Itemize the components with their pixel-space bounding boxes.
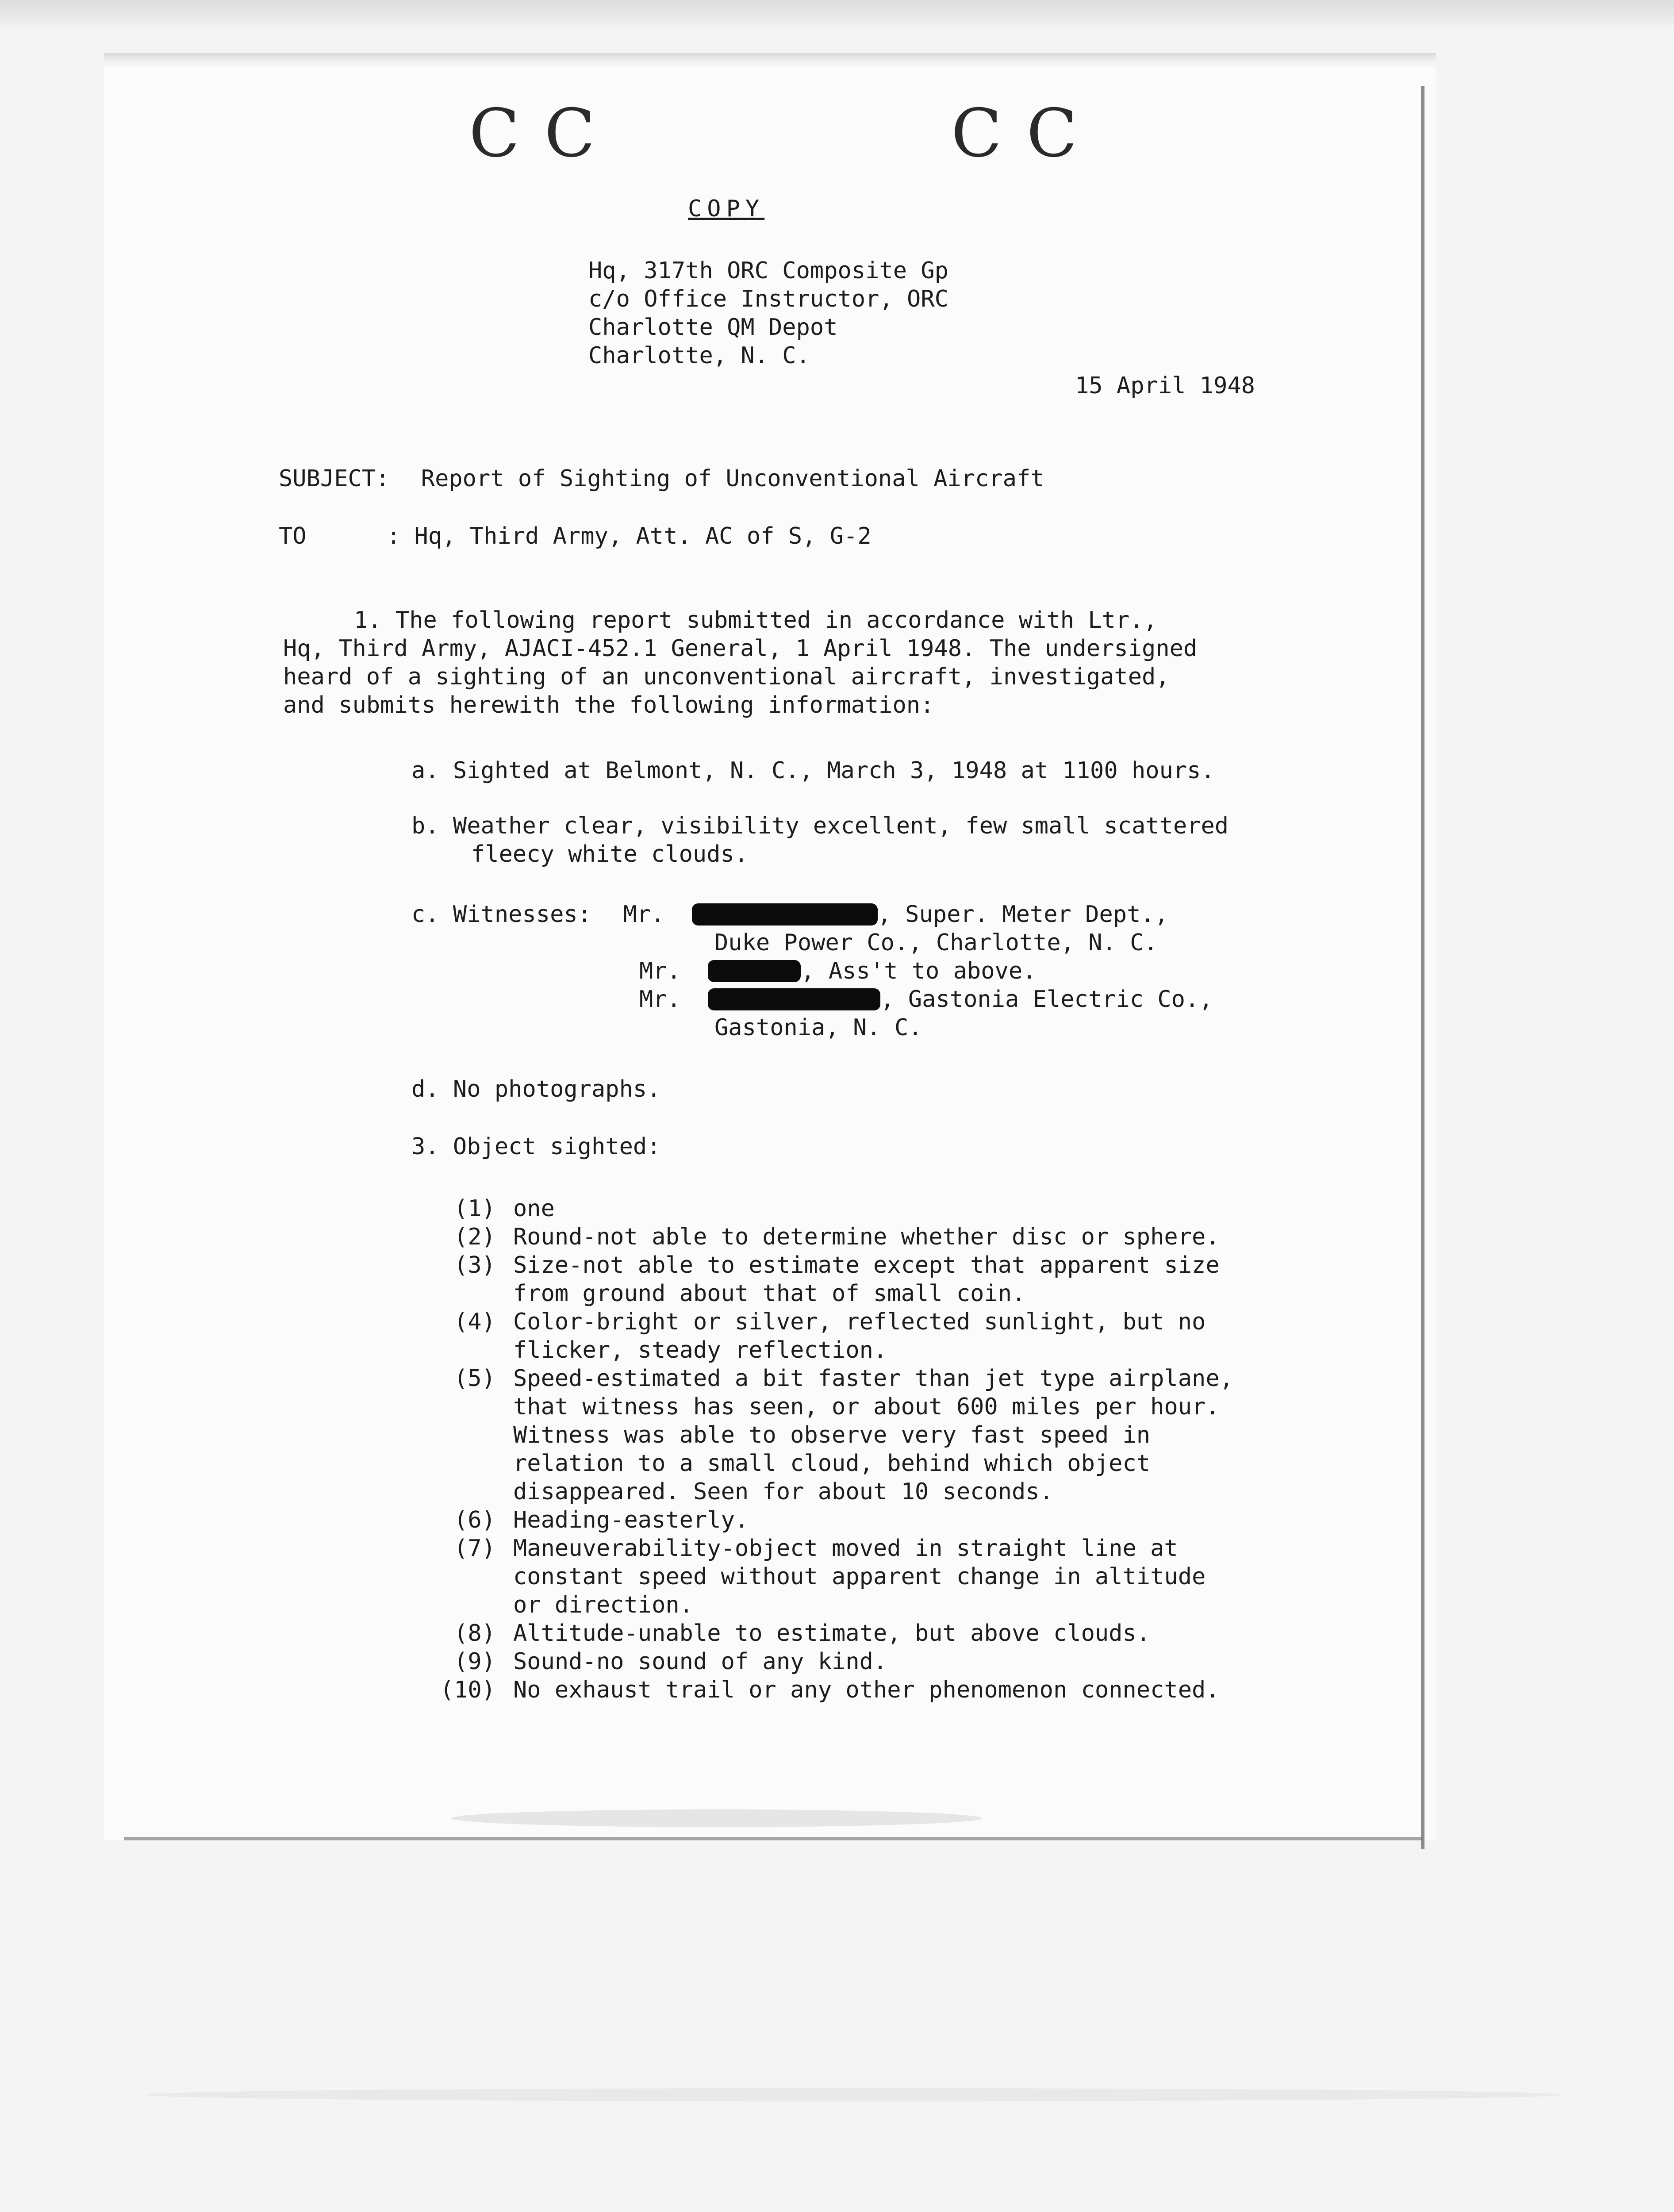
subject-line bbox=[279, 465, 1044, 493]
object-item-continuation bbox=[429, 1421, 1233, 1449]
to-text: : Hq, Third Army, Att. AC of S, G-2 bbox=[386, 523, 872, 549]
object-item-text: Size-not able to estimate except that apparent size bbox=[513, 1252, 1220, 1279]
item-b-line: fleecy white clouds. bbox=[471, 841, 749, 868]
object-item-continuation bbox=[429, 1393, 1233, 1421]
object-item bbox=[429, 1534, 1233, 1563]
paragraph-line: 1. The following report submitted in accordance with Ltr., bbox=[354, 607, 1157, 634]
scan-top-shadow bbox=[0, 0, 1674, 31]
witness-2 bbox=[411, 957, 1213, 985]
item-b-line: b. Weather clear, visibility excellent, few small scattered bbox=[411, 813, 1229, 839]
witnesses-label: c. Witnesses: bbox=[411, 901, 591, 928]
item-b bbox=[411, 812, 1229, 868]
object-item-number: (8) bbox=[454, 1620, 495, 1647]
letterhead-line: c/o Office Instructor, ORC bbox=[588, 286, 948, 312]
object-item-number: (1) bbox=[454, 1195, 495, 1222]
witness-1-detail: , Super. Meter Dept., bbox=[877, 901, 1168, 928]
object-item-number: (4) bbox=[454, 1309, 495, 1335]
object-item-text: one bbox=[513, 1195, 555, 1222]
object-item bbox=[429, 1308, 1233, 1336]
witness-3-line-2: Gastonia, N. C. bbox=[714, 1014, 922, 1041]
paragraph-line: heard of a sighting of an unconventional aircraft, investigated, bbox=[283, 664, 1170, 690]
object-item-number: (6) bbox=[454, 1507, 495, 1533]
object-item-continuation bbox=[429, 1449, 1233, 1478]
object-item-continuation bbox=[429, 1336, 1233, 1364]
object-sighted-list bbox=[429, 1194, 1233, 1704]
object-item-text: Witness was able to observe very fast speed in bbox=[513, 1422, 1151, 1448]
redaction-mark bbox=[708, 988, 880, 1010]
subject-label: SUBJECT: bbox=[279, 465, 390, 492]
letterhead-line: Charlotte, N. C. bbox=[588, 342, 810, 369]
paragraph-1 bbox=[283, 606, 1197, 719]
object-item-text: or direction. bbox=[513, 1592, 693, 1618]
object-item-continuation bbox=[429, 1591, 1233, 1619]
handwritten-mark-right: C C bbox=[951, 95, 1079, 172]
item-3: 3. Object sighted: bbox=[411, 1133, 661, 1160]
object-item-text: Speed-estimated a bit faster than jet type airplane, bbox=[513, 1365, 1233, 1392]
witness-prefix: Mr. bbox=[639, 986, 681, 1013]
object-item-number: (10) bbox=[440, 1677, 495, 1703]
object-item-number: (7) bbox=[454, 1535, 495, 1562]
object-item-number: (9) bbox=[454, 1648, 495, 1675]
to-line bbox=[279, 522, 872, 550]
witness-3 bbox=[411, 985, 1213, 1014]
object-item-number: (2) bbox=[454, 1224, 495, 1250]
witness-2-detail: , Ass't to above. bbox=[801, 958, 1037, 984]
subject-text: Report of Sighting of Unconventional Aircraft bbox=[421, 465, 1044, 492]
object-item-text: Round-not able to determine whether disc or sphere. bbox=[513, 1224, 1220, 1250]
object-item-text: constant speed without apparent change in altitude bbox=[513, 1563, 1206, 1590]
handwritten-mark-left: C C bbox=[469, 95, 597, 172]
sheet-top-edge bbox=[104, 53, 1436, 63]
object-item-text: disappeared. Seen for about 10 seconds. bbox=[513, 1479, 1053, 1505]
object-item-text: from ground about that of small coin. bbox=[513, 1280, 1026, 1307]
object-item-text: Maneuverability-object moved in straight line at bbox=[513, 1535, 1178, 1562]
object-item-text: Color-bright or silver, reflected sunlight, but no bbox=[513, 1309, 1206, 1335]
copy-label: COPY bbox=[688, 196, 765, 222]
item-d: d. No photographs. bbox=[411, 1076, 661, 1102]
object-item-text: Sound-no sound of any kind. bbox=[513, 1648, 887, 1675]
object-item bbox=[429, 1676, 1233, 1704]
redaction-mark bbox=[708, 960, 801, 982]
witness-1-line-2: Duke Power Co., Charlotte, N. C. bbox=[714, 929, 1158, 956]
object-item bbox=[429, 1251, 1233, 1279]
item-c-witnesses bbox=[411, 900, 1213, 1042]
letterhead-line: Charlotte QM Depot bbox=[588, 314, 838, 341]
object-item-text: relation to a small cloud, behind which object bbox=[513, 1450, 1151, 1477]
object-item-continuation bbox=[429, 1563, 1233, 1591]
to-label: TO bbox=[279, 523, 307, 549]
object-item-continuation bbox=[429, 1478, 1233, 1506]
witness-1 bbox=[411, 900, 1213, 929]
object-item bbox=[429, 1506, 1233, 1534]
sheet-bottom-edge bbox=[124, 1837, 1422, 1840]
object-item bbox=[429, 1619, 1233, 1647]
letter-date: 15 April 1948 bbox=[1075, 373, 1255, 399]
object-item-continuation bbox=[429, 1279, 1233, 1308]
object-item bbox=[429, 1364, 1233, 1393]
redaction-mark bbox=[692, 903, 878, 926]
paragraph-line: Hq, Third Army, AJACI-452.1 General, 1 April 1948. The undersigned bbox=[283, 635, 1198, 662]
object-item-text: Altitude-unable to estimate, but above clouds. bbox=[513, 1620, 1151, 1647]
object-item-text: flicker, steady reflection. bbox=[513, 1337, 887, 1363]
object-item bbox=[429, 1194, 1233, 1223]
letterhead-line: Hq, 317th ORC Composite Gp bbox=[588, 257, 948, 284]
object-item bbox=[429, 1647, 1233, 1676]
sheet-right-edge bbox=[1421, 86, 1424, 1849]
object-item-number: (5) bbox=[454, 1365, 495, 1392]
object-item-text: Heading-easterly. bbox=[513, 1507, 749, 1533]
paragraph-line: and submits herewith the following information: bbox=[283, 692, 934, 718]
object-item-text: No exhaust trail or any other phenomenon connected. bbox=[513, 1677, 1220, 1703]
scan-smudge bbox=[146, 2088, 1562, 2101]
witness-prefix: Mr. bbox=[623, 901, 665, 928]
item-a: a. Sighted at Belmont, N. C., March 3, 1948 at 1100 hours. bbox=[411, 757, 1215, 784]
witness-prefix: Mr. bbox=[639, 958, 681, 984]
letterhead bbox=[588, 257, 948, 370]
object-item-text: that witness has seen, or about 600 miles per hour. bbox=[513, 1394, 1220, 1420]
object-item bbox=[429, 1223, 1233, 1251]
witness-3-detail: , Gastonia Electric Co., bbox=[880, 986, 1213, 1013]
object-item-number: (3) bbox=[454, 1252, 495, 1279]
scan-smudge bbox=[451, 1809, 982, 1827]
